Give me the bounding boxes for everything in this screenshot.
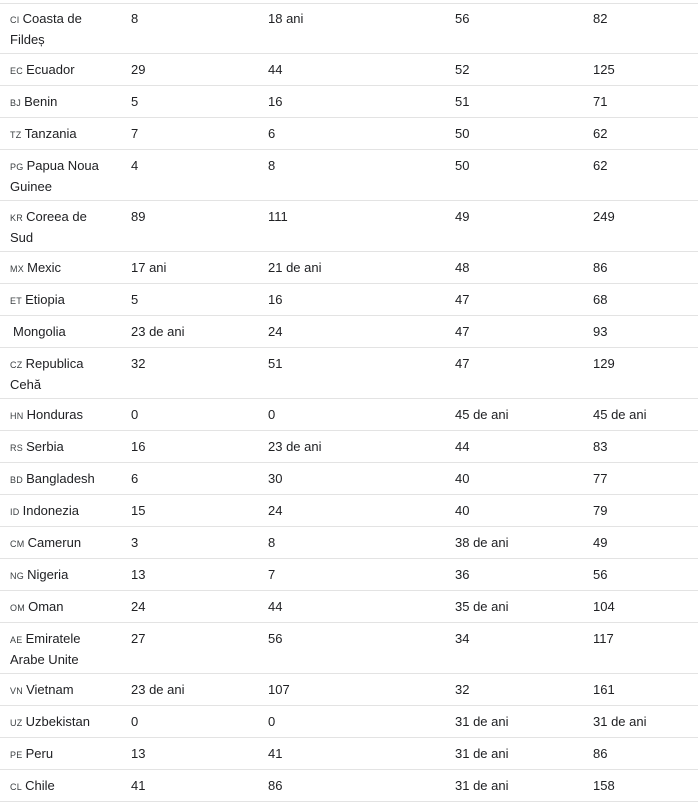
medal-table-body (0, 3, 698, 802)
value-cell: 111 (258, 201, 445, 252)
value-cell: 47 (445, 284, 583, 316)
value-cell: 15 (121, 495, 258, 527)
table-row (0, 252, 698, 284)
value-cell: 129 (583, 348, 698, 399)
value-cell: 24 (121, 591, 258, 623)
country-code: VN (10, 686, 24, 696)
table-row (0, 54, 698, 86)
country-code: RS (10, 443, 24, 453)
country-name: Serbia (26, 439, 64, 454)
country-cell (0, 86, 121, 118)
table-row (0, 623, 698, 674)
value-cell: 16 (258, 86, 445, 118)
value-cell: 0 (258, 399, 445, 431)
value-cell: 34 (445, 623, 583, 674)
value-cell: 86 (583, 738, 698, 770)
country-code: MX (10, 264, 25, 274)
value-cell: 86 (258, 770, 445, 802)
value-cell: 44 (258, 591, 445, 623)
table-row (0, 399, 698, 431)
country-cell (0, 118, 121, 150)
value-cell: 50 (445, 150, 583, 201)
country-cell (0, 431, 121, 463)
country-cell (0, 284, 121, 316)
country-cell (0, 559, 121, 591)
value-cell: 41 (121, 770, 258, 802)
value-cell: 17 ani (121, 252, 258, 284)
table-row (0, 86, 698, 118)
table-row (0, 284, 698, 316)
value-cell: 249 (583, 201, 698, 252)
value-cell: 51 (445, 86, 583, 118)
value-cell: 13 (121, 738, 258, 770)
country-name: Uzbekistan (25, 714, 90, 729)
value-cell: 21 de ani (258, 252, 445, 284)
table-row (0, 527, 698, 559)
country-name: Peru (25, 746, 54, 761)
value-cell: 158 (583, 770, 698, 802)
value-cell: 77 (583, 463, 698, 495)
table-row (0, 591, 698, 623)
value-cell: 27 (121, 623, 258, 674)
value-cell: 49 (445, 201, 583, 252)
value-cell: 104 (583, 591, 698, 623)
country-name: Nigeria (27, 567, 69, 582)
country-code: EC (10, 66, 24, 76)
table-row (0, 674, 698, 706)
country-code: AE (10, 635, 23, 645)
country-name: Camerun (27, 535, 82, 550)
value-cell: 13 (121, 559, 258, 591)
value-cell: 31 de ani (445, 706, 583, 738)
value-cell: 4 (121, 150, 258, 201)
table-row (0, 431, 698, 463)
country-code: ID (10, 507, 20, 517)
value-cell: 71 (583, 86, 698, 118)
country-cell (0, 150, 121, 201)
value-cell: 0 (121, 706, 258, 738)
value-cell: 86 (583, 252, 698, 284)
country-cell (0, 591, 121, 623)
value-cell: 68 (583, 284, 698, 316)
country-code: OM (10, 603, 26, 613)
value-cell: 45 de ani (445, 399, 583, 431)
country-code: PG (10, 162, 24, 172)
table-row (0, 495, 698, 527)
value-cell: 56 (583, 559, 698, 591)
value-cell: 36 (445, 559, 583, 591)
country-name: Benin (24, 94, 58, 109)
country-name: Tanzania (24, 126, 77, 141)
country-name: Papua Noua Guinee (10, 158, 99, 194)
country-name: Republica Cehă (10, 356, 84, 392)
country-code: BD (10, 475, 24, 485)
value-cell: 50 (445, 118, 583, 150)
country-cell (0, 674, 121, 706)
country-cell (0, 527, 121, 559)
country-name: Coreea de Sud (10, 209, 87, 245)
country-cell (0, 252, 121, 284)
value-cell: 31 de ani (445, 738, 583, 770)
country-cell (0, 399, 121, 431)
value-cell: 161 (583, 674, 698, 706)
value-cell: 56 (445, 3, 583, 54)
country-name: Oman (28, 599, 64, 614)
country-name: Mongolia (13, 324, 66, 339)
value-cell: 32 (121, 348, 258, 399)
country-code: BJ (10, 98, 22, 108)
value-cell: 3 (121, 527, 258, 559)
value-cell: 8 (258, 150, 445, 201)
value-cell: 41 (258, 738, 445, 770)
country-code: TZ (10, 130, 22, 140)
table-row (0, 463, 698, 495)
value-cell: 24 (258, 316, 445, 348)
value-cell: 8 (121, 3, 258, 54)
country-code: ET (10, 296, 23, 306)
value-cell: 6 (121, 463, 258, 495)
value-cell: 0 (121, 399, 258, 431)
value-cell: 47 (445, 348, 583, 399)
country-code: PE (10, 750, 23, 760)
country-name: Honduras (26, 407, 83, 422)
value-cell: 44 (258, 54, 445, 86)
country-code: NG (10, 571, 25, 581)
country-name: Coasta de Fildeș (10, 11, 82, 47)
country-cell (0, 348, 121, 399)
table-row (0, 738, 698, 770)
value-cell: 23 de ani (121, 674, 258, 706)
country-code: CI (10, 15, 20, 25)
country-cell (0, 316, 121, 348)
country-name: Etiopia (25, 292, 65, 307)
country-code: CL (10, 782, 23, 792)
country-code: CM (10, 539, 25, 549)
table-row (0, 706, 698, 738)
value-cell: 49 (583, 527, 698, 559)
value-cell: 82 (583, 3, 698, 54)
country-cell (0, 201, 121, 252)
value-cell: 29 (121, 54, 258, 86)
country-code: UZ (10, 718, 23, 728)
table-row (0, 770, 698, 802)
country-name: Chile (25, 778, 55, 793)
value-cell: 62 (583, 118, 698, 150)
table-row (0, 118, 698, 150)
value-cell: 5 (121, 86, 258, 118)
value-cell: 35 de ani (445, 591, 583, 623)
table-row (0, 150, 698, 201)
value-cell: 52 (445, 54, 583, 86)
value-cell: 0 (258, 706, 445, 738)
value-cell: 32 (445, 674, 583, 706)
country-code: KR (10, 213, 24, 223)
value-cell: 31 de ani (583, 706, 698, 738)
value-cell: 45 de ani (583, 399, 698, 431)
country-code: CZ (10, 360, 23, 370)
country-name: Vietnam (26, 682, 74, 697)
value-cell: 125 (583, 54, 698, 86)
value-cell: 107 (258, 674, 445, 706)
value-cell: 23 de ani (258, 431, 445, 463)
value-cell: 24 (258, 495, 445, 527)
value-cell: 117 (583, 623, 698, 674)
country-name: Emiratele Arabe Unite (10, 631, 81, 667)
value-cell: 38 de ani (445, 527, 583, 559)
country-cell (0, 54, 121, 86)
value-cell: 51 (258, 348, 445, 399)
value-cell: 7 (258, 559, 445, 591)
value-cell: 89 (121, 201, 258, 252)
country-cell (0, 463, 121, 495)
value-cell: 7 (121, 118, 258, 150)
value-cell: 47 (445, 316, 583, 348)
table-row (0, 316, 698, 348)
value-cell: 31 de ani (445, 770, 583, 802)
value-cell: 18 ani (258, 3, 445, 54)
country-cell (0, 495, 121, 527)
value-cell: 48 (445, 252, 583, 284)
medal-table (0, 3, 698, 802)
value-cell: 62 (583, 150, 698, 201)
value-cell: 8 (258, 527, 445, 559)
country-cell (0, 623, 121, 674)
value-cell: 40 (445, 463, 583, 495)
table-row (0, 348, 698, 399)
country-cell (0, 770, 121, 802)
value-cell: 30 (258, 463, 445, 495)
table-row (0, 3, 698, 54)
value-cell: 23 de ani (121, 316, 258, 348)
value-cell: 79 (583, 495, 698, 527)
value-cell: 83 (583, 431, 698, 463)
value-cell: 40 (445, 495, 583, 527)
table-row (0, 201, 698, 252)
country-cell (0, 3, 121, 54)
table-row (0, 559, 698, 591)
country-name: Bangladesh (26, 471, 95, 486)
value-cell: 44 (445, 431, 583, 463)
country-cell (0, 706, 121, 738)
value-cell: 16 (258, 284, 445, 316)
country-name: Mexic (27, 260, 62, 275)
country-name: Ecuador (26, 62, 75, 77)
value-cell: 16 (121, 431, 258, 463)
country-cell (0, 738, 121, 770)
value-cell: 93 (583, 316, 698, 348)
value-cell: 56 (258, 623, 445, 674)
value-cell: 6 (258, 118, 445, 150)
country-code: HN (10, 411, 24, 421)
value-cell: 5 (121, 284, 258, 316)
country-name: Indonezia (22, 503, 79, 518)
